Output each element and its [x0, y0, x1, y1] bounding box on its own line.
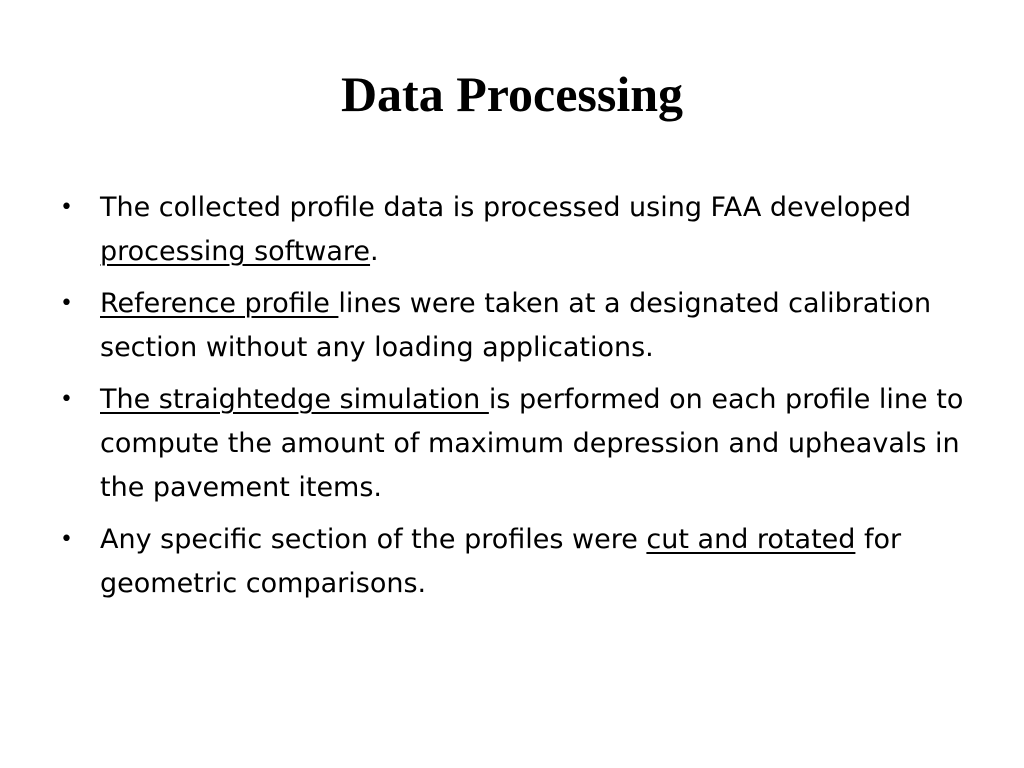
slide-title: Data Processing: [340, 66, 684, 122]
bullet-dot-icon: •: [60, 291, 73, 316]
bullet-item-reference-profile: [56, 282, 976, 370]
bullet-text-after: for geometric comparisons.: [100, 524, 902, 599]
bullet-text-after: lines were taken at a designated calibration section without any loading applications.: [100, 288, 932, 363]
bullet-text-after: .: [370, 236, 379, 267]
processing-software-link[interactable]: processing software: [100, 236, 371, 267]
bullet-text-before: The collected profile data is processed using FAA developed: [100, 192, 912, 223]
bullet-dot-icon: •: [60, 387, 73, 412]
bullet-text-after: is performed on each profile line to compute the amount of maximum depression and upheavals in the pavement items.: [100, 384, 964, 503]
straightedge-simulation-link[interactable]: The straightedge simulation: [100, 384, 489, 415]
bullet-list: [56, 186, 976, 614]
bullet-dot-icon: •: [60, 195, 73, 220]
bullet-text-before: Any specific section of the profiles were: [100, 524, 647, 555]
bullet-item-straightedge-simulation: [56, 378, 976, 510]
bullet-item-processing-software: [56, 186, 976, 274]
reference-profile-link[interactable]: Reference profile: [100, 288, 339, 319]
bullet-item-cut-and-rotated: [56, 518, 976, 606]
cut-and-rotated-link[interactable]: cut and rotated: [646, 524, 856, 555]
bullet-dot-icon: •: [60, 527, 73, 552]
